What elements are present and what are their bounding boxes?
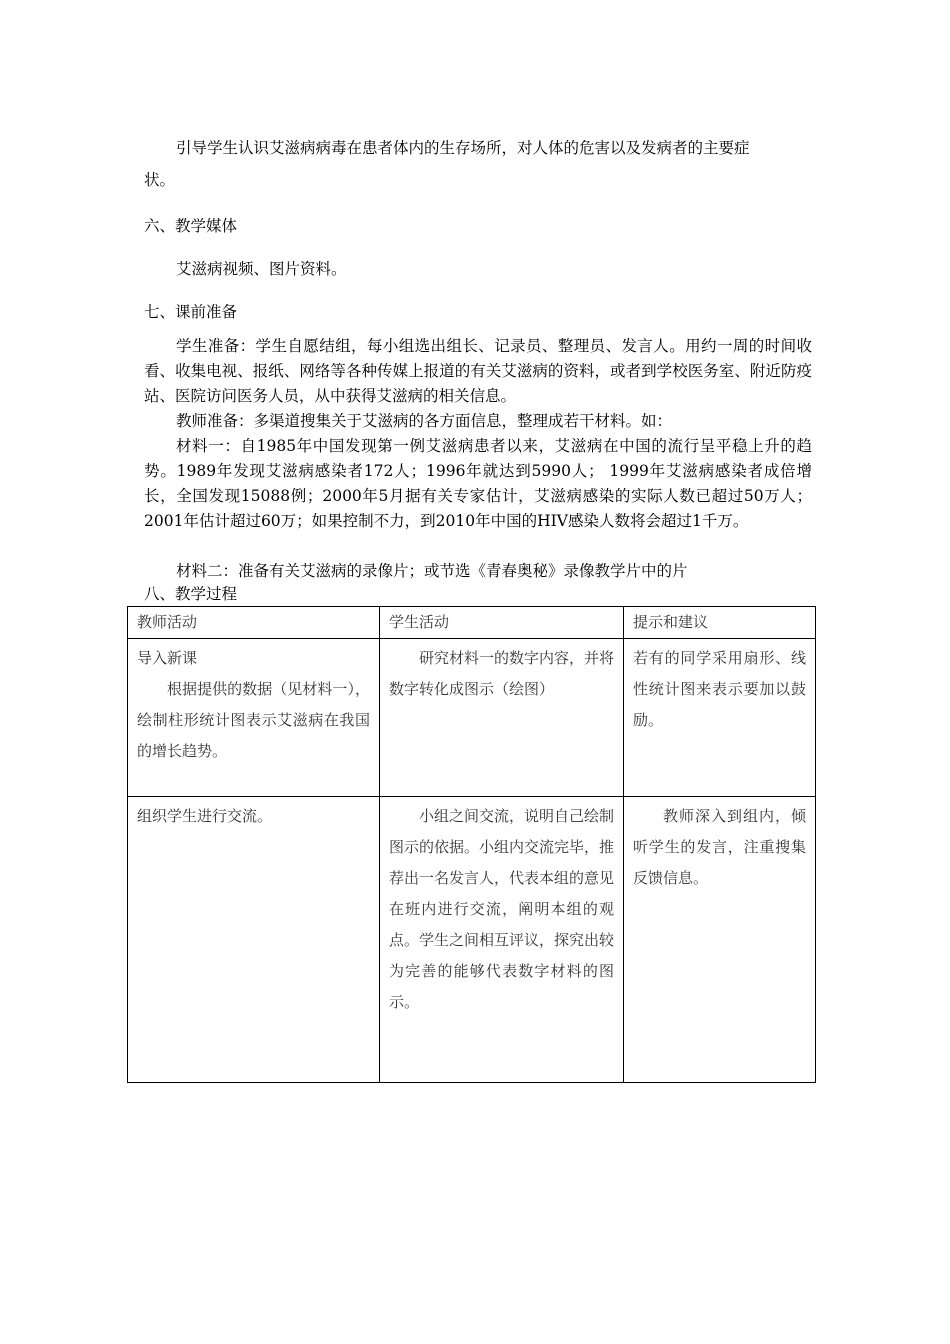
table-header-row (128, 607, 816, 639)
student-activity-cell (380, 797, 624, 1083)
hint-cell (624, 797, 816, 1083)
teaching-process-table (127, 606, 816, 1083)
section-8-heading: 八、教学过程 (144, 585, 238, 603)
material-2-paragraph: 材料二：准备有关艾滋病的录像片；或节选《青春奥秘》录像教学片中的片 (176, 562, 688, 580)
teacher-activity-body: 根据提供的数据（见材料一），绘制柱形统计图表示艾滋病在我国的增长趋势。 (137, 680, 370, 760)
section-6-text: 艾滋病视频、图片资料。 (176, 260, 347, 278)
teacher-activity-title: 组织学生进行交流。 (137, 807, 273, 825)
header-hints: 提示和建议 (624, 607, 816, 639)
header-teacher-activity: 教师活动 (128, 607, 380, 639)
teacher-prep-paragraph: 教师准备：多渠道搜集关于艾滋病的各方面信息，整理成若干材料。如： (176, 412, 673, 430)
student-prep-paragraph: 学生准备：学生自愿结组，每小组选出组长、记录员、整理员、发言人。用约一周的时间收看、收集电视、报纸、网络等各种传媒上报道的有关艾滋病的资料，或者到学校医务室、附近防疫站、医院访问医务人员，从中获得艾滋病的相关信息。 (144, 337, 812, 405)
section-7-heading: 七、课前准备 (144, 303, 238, 321)
intro-line-1: 引导学生认识艾滋病病毒在患者体内的生存场所，对人体的危害以及发病者的主要症 (176, 139, 750, 157)
table-row (128, 797, 816, 1083)
table-row (128, 639, 816, 797)
hint-cell (624, 639, 816, 797)
student-activity-cell (380, 639, 624, 797)
intro-line-2: 状。 (144, 171, 176, 189)
hint-text: 教师深入到组内，倾听学生的发言，注重搜集反馈信息。 (633, 807, 806, 887)
student-activity-text: 研究材料一的数字内容，并将数字转化成图示（绘图） (389, 649, 615, 698)
teacher-activity-cell (128, 797, 380, 1083)
hint-text: 若有的同学采用扇形、线性统计图来表示要加以鼓励。 (633, 649, 806, 729)
header-student-activity: 学生活动 (380, 607, 624, 639)
teacher-activity-cell (128, 639, 380, 797)
section-6-heading: 六、教学媒体 (144, 217, 238, 235)
student-activity-text: 小组之间交流，说明自己绘制图示的依据。小组内交流完毕，推荐出一名发言人，代表本组的意见在班内进行交流，阐明本组的观点。学生之间相互评议，探究出较为完善的能够代表数字材料的图示。 (389, 807, 615, 1011)
material-1-paragraph: 材料一：自1985年中国发现第一例艾滋病患者以来，艾滋病在中国的流行呈平稳上升的趋势。1989年发现艾滋病感染者172人；1996年就达到5990人； 1999年艾滋病感染者成倍增长，全国发现15088例；2000年5月据有关专家估计，艾滋病感染的实际人数已超过50万人；2001年估计超过60万；如果控制不力，到2010年中国的HIV感染人数将会超过1千万。 (144, 437, 812, 530)
teacher-activity-title: 导入新课 (137, 649, 198, 667)
